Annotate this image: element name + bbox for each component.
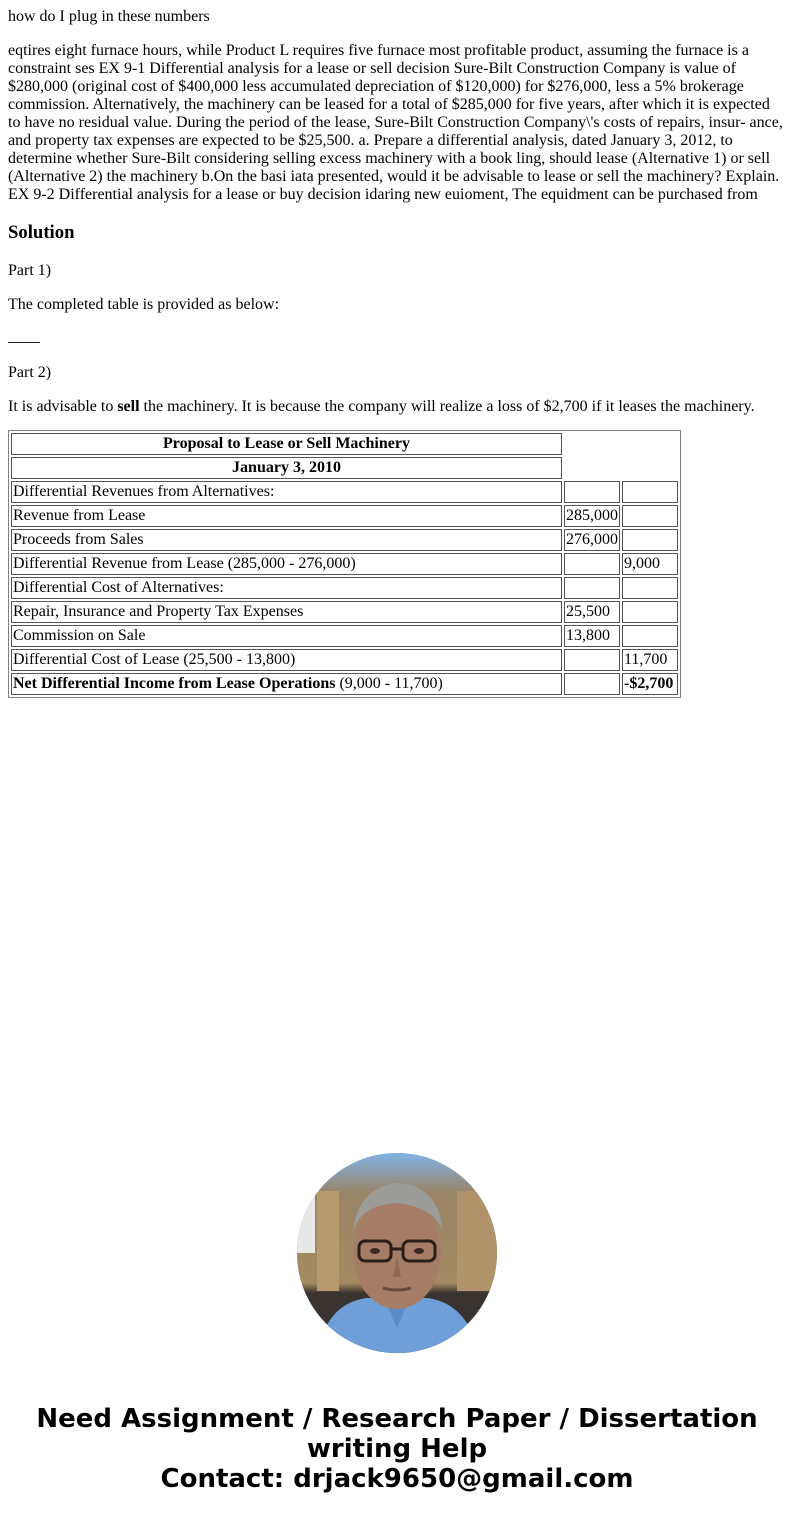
part2-emphasis: sell [117, 398, 140, 415]
part2-label: Part 2) [8, 364, 52, 381]
row-total [622, 505, 678, 527]
differential-analysis-table [8, 430, 681, 698]
final-row-total [622, 673, 678, 695]
part2-prefix: It is advisable to [8, 398, 118, 415]
row-amount: 13,800 [564, 625, 620, 647]
row-total [622, 481, 678, 503]
row-label: Commission on Sale [11, 625, 562, 647]
table-row [11, 505, 678, 527]
row-total [622, 601, 678, 623]
row-total [622, 577, 678, 599]
table-row [11, 601, 678, 623]
row-amount [564, 649, 620, 671]
final-row-label [11, 673, 562, 695]
table-row [11, 625, 678, 647]
row-amount [564, 481, 620, 503]
solution-heading: Solution [8, 222, 75, 243]
table-row [11, 481, 678, 503]
row-label: Differential Revenues from Alternatives: [11, 481, 562, 503]
row-label: Differential Cost of Alternatives: [11, 577, 562, 599]
person-portrait-icon [297, 1153, 497, 1353]
row-total: 9,000 [622, 553, 678, 575]
part1-label: Part 1) [8, 262, 52, 279]
row-total [622, 625, 678, 647]
table-row [11, 577, 678, 599]
question-body: eqtires eight furnace hours, while Product L requires five furnace most profitable product, assuming the furnace is a constraint ses EX 9-1 Differential analysis for a lease or sell decision Sure-Bilt Construction Company is value of $280,000 (original cost of $400,000 less accumulated depreciation of $120,000) for $276,000, less a 5% brokerage commission. Alternatively, the machinery can be leased for a total of $285,000 for five years, after which it is expected to have no residual value. During the period of the lease, Sure-Bilt Construction Company\'s costs of repairs, insur- ance, and property tax expenses are expected to be $25,500. a. Prepare a differential analysis, dated January 3, 2012, to determine whether Sure-Bilt considering selling excess machinery with a book ling, should lease (Alternative 1) or sell (Alternative 2) the machinery b.On the basi iata presented, would it be advisable to lease or sell the machinery? Explain. EX 9-2 Differential analysis for a lease or buy decision idaring new euioment, The equidment can be purchased from [8, 42, 783, 203]
author-avatar [297, 1153, 497, 1353]
row-total: 11,700 [622, 649, 678, 671]
table-date-row [11, 457, 678, 479]
part2-suffix: the machinery. It is because the company will realize a loss of $2,700 if it leases the machinery. [139, 398, 755, 415]
row-total [622, 529, 678, 551]
table-title-row [11, 433, 678, 455]
final-row-amount [564, 673, 620, 695]
promo-line-1: Need Assignment / Research Paper / Dissertation [36, 1404, 758, 1434]
table-row [11, 553, 678, 575]
divider [8, 330, 786, 348]
table-title: Proposal to Lease or Sell Machinery [11, 433, 562, 455]
final-row-label-bold: Net Differential Income from Lease Operations [13, 675, 336, 692]
table-row [11, 529, 678, 551]
net-differential-value: -$2,700 [624, 675, 674, 692]
row-label: Differential Cost of Lease (25,500 - 13,800) [11, 649, 562, 671]
row-label: Repair, Insurance and Property Tax Expenses [11, 601, 562, 623]
row-label: Differential Revenue from Lease (285,000 - 276,000) [11, 553, 562, 575]
table-row [11, 649, 678, 671]
table-final-row [11, 673, 678, 695]
divider-line [8, 330, 40, 343]
promo-banner [0, 1404, 794, 1494]
part1-text: The completed table is provided as below: [8, 296, 280, 313]
row-amount: 25,500 [564, 601, 620, 623]
table-date: January 3, 2010 [11, 457, 562, 479]
row-amount: 285,000 [564, 505, 620, 527]
promo-contact: Contact: drjack9650@gmail.com [160, 1464, 634, 1494]
row-amount: 276,000 [564, 529, 620, 551]
part2-text [8, 398, 786, 416]
question-title: how do I plug in these numbers [8, 8, 210, 25]
promo-line-2: writing Help [306, 1434, 488, 1464]
row-label: Revenue from Lease [11, 505, 562, 527]
row-amount [564, 553, 620, 575]
row-label: Proceeds from Sales [11, 529, 562, 551]
row-amount [564, 577, 620, 599]
document-content [0, 0, 794, 698]
final-row-label-rest: (9,000 - 11,700) [335, 675, 443, 692]
